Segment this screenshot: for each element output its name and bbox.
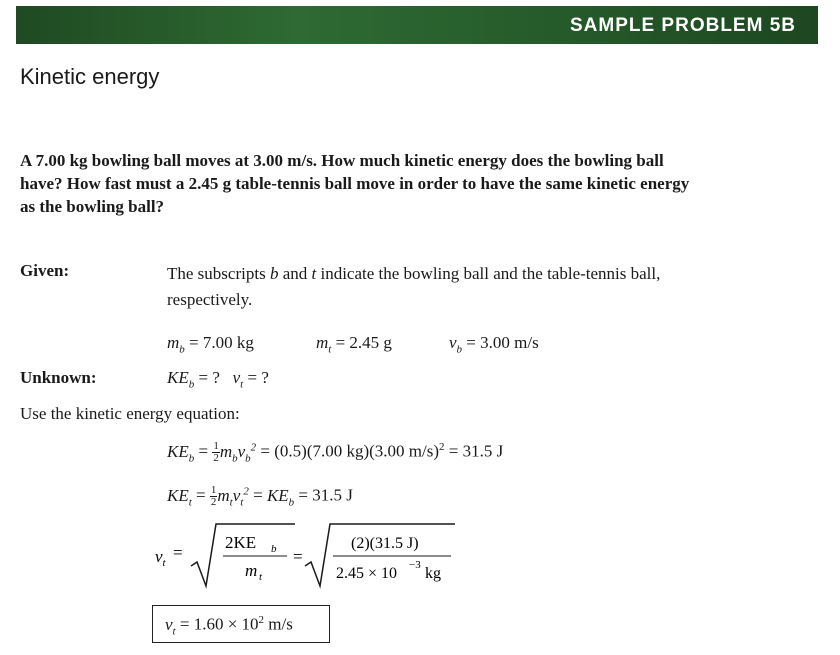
svg-text:vt: $v_t$ xyxy=(155,547,166,569)
header-bar xyxy=(16,6,818,44)
answer-box: $v_t = 1.60 \times 10^2$ m/s xyxy=(152,605,330,643)
section-title: Kinetic energy xyxy=(20,64,160,89)
given-label: Given: xyxy=(20,261,70,280)
given-mass-t: $m_t = 2.45$ g xyxy=(316,333,392,356)
given-mass-b: $m_b = 7.00$ kg xyxy=(167,333,254,356)
given-description: The subscripts b and t indicate the bowling ball and the table-tennis ball, respectively. xyxy=(167,264,661,309)
problem-statement: A 7.00 kg bowling ball moves at 3.00 m/s. How much kinetic energy does the bowling ball have? How fast must a 2.45 g table-tennis ball move in order to have the same kinetic energy as the bowling ball? xyxy=(20,151,690,216)
sqrt-den-exp: −3 xyxy=(409,559,421,571)
equation-ke-t: $KE_t$ = $\frac{1}{2}$ $m_tv_t^2 = KE_b = 31.5$ J xyxy=(167,484,353,509)
svg-text:=: = xyxy=(173,543,183,562)
answer-value: = 1.60 × 10 xyxy=(179,614,259,634)
method-text: Use the kinetic energy equation: xyxy=(20,404,240,423)
svg-text:t: t xyxy=(259,571,263,583)
unknown-label: Unknown: xyxy=(20,368,97,387)
sqrt-den-right: 2.45 × 10 xyxy=(336,565,398,582)
equation-ke-b: $KE_b$ = $\frac{1}{2}$ $m_bv_b^2 = (0.5)(7.00$ kg)(3.00 m/s)$^2$ = 31.5 J xyxy=(167,440,504,465)
unknown-values: $KE_b$ = ? $v_t$ = ? xyxy=(167,368,269,391)
given-velocity-b: $v_b = 3.00$ m/s xyxy=(449,333,539,356)
sqrt-den-unit: kg xyxy=(425,565,441,582)
svg-text:m: m xyxy=(245,561,258,580)
svg-text:=: = xyxy=(293,547,303,566)
sqrt-num-right: (2)(31.5 J) xyxy=(351,535,419,552)
sqrt-num-left: 2KE xyxy=(225,533,257,552)
sqrt-expression xyxy=(153,520,463,590)
svg-text:b: b xyxy=(271,543,277,555)
sample-problem-label: SAMPLE PROBLEM 5B xyxy=(569,15,796,36)
equation-velocity-t xyxy=(153,520,463,595)
